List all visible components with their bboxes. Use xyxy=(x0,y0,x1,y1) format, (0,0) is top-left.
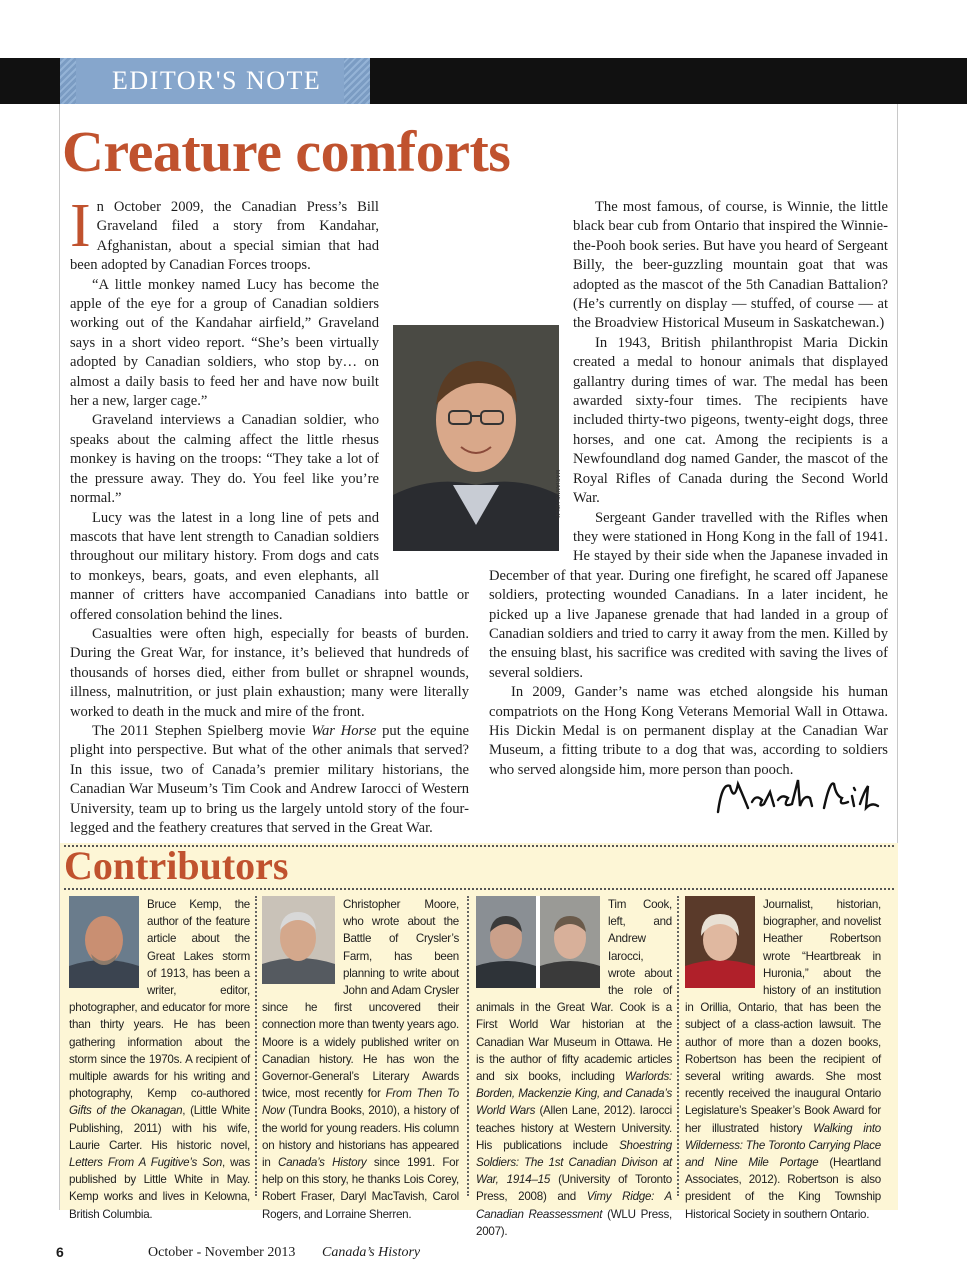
contributor-moore: Christopher Moore, who wrote about the Battle of Crysler’s Farm, has been planning to write about John and Adam Crysler since he first uncovered their connection more than twenty years ago. Moore is a widely published writer on Canadian history. He has won the Governor-General’s Literary Awards twice, most recently for From Then To Now (Tundra Books, 2010), a history of the world for young readers. His column on history and historians has appeared in Canada’s History since 1991. For help on this story, he thanks Lois Corey, Robert Fraser, Daryl MacTavish, Carol Rogers, and Lorraine Sherren. xyxy=(262,898,459,1221)
article-paragraph: In 1943, British philanthropist Maria Dickin created a medal to honour animals that displayed gallantry during times of war. The medal has been awarded sixty-four times. The recipients have included thirty-two pigeons, twenty-eight dogs, three horses, and one cat. Among the recipients is a Newfoundland dog named Gander, the mascot of the Royal Rifles of Canada during the Second World War. xyxy=(573,334,888,507)
kemp-photo xyxy=(69,896,139,988)
moore-photo xyxy=(262,896,335,984)
divider xyxy=(467,896,469,1196)
article-paragraph: Graveland interviews a Canadian soldier, who speaks about the calming affect the little rhesus monkey is having on the troops: “They take a lot of the pressure away. They do. You feel like you’re normal.” xyxy=(70,412,379,507)
article-paragraph: The 2011 Stephen Spielberg movie War Horse put the equine plight into perspective. But what of the other animals that served? In this issue, two of Canada’s premier military historians, the Canadian War Museum’s Tim Cook and Andrew Iarocci of Western University, team up to bring us the largely untold story of the four-legged and the feathery creatures that served in the Great War. xyxy=(70,722,469,836)
editor-photo xyxy=(393,325,559,551)
section-label: EDITOR'S NOTE xyxy=(112,66,322,95)
article-paragraph: Sergeant Gander travelled with the Rifles when they were stationed in Hong Kong in the fall of 1941. He stayed by their side when the Japanese invaded in December of that year. During one firefight, he scared off Japanese soldiers, protecting wounded Canadians. In a later incident, he picked up a live Japanese grenade that had landed in a group of Canadian soldiers and tried to carry it away from the men. Killed by the ensuing blast, his sacrifice was credited with saving the lives of several soldiers. xyxy=(489,509,888,681)
editor-portrait xyxy=(393,325,561,551)
contributor-cook-iarocci: Tim Cook, left, and Andrew Iarocci, wrote about the role of animals in the Great War. Cook is a First World War historian at the Canadian War Museum in Ottawa. He is the author of fifty academic articles and six books, including Warlords: Borden, Mackenzie King, and Canada’s World Wars (Allen Lane, 2012). Iarocci teaches history at Western University. His publications include Shoestring Soldiers: The 1st Canadian Divison at War, 1914–15 (University of Toronto Press, 2008) and Vimy Ridge: A Canadian Reassessment (WLU Press, 2007). xyxy=(476,898,673,1238)
contributor-kemp: Bruce Kemp, the author of the feature article about the Great Lakes storm of 1913, has been a writer, editor, photographer, and educator for more than thirty years. He has been gathering information about the storm since the 1970s. A recipient of multiple awards for his writing and photography, Kemp co-authored Gifts of the Okanagan, (Little White Publishing, 2011) with his wife, Laurie Carter. His historic novel, Letters From A Fugitive’s Son, was published by Little White in May. Kemp works and lives in Kelowna, British Columbia. xyxy=(69,898,251,1221)
contributor-robertson: Journalist, historian, biographer, and novelist Heather Robertson wrote “Heartbreak in Huronia,” about the history of an institution in Orillia, Ontario, that has been the subject of a class-action lawsuit. The author of more than a dozen books, Robertson has been the recipient of several writing awards. She most recently received the inaugural Ontario Legislature’s Speaker’s Book Award for her illustrated history Walking into Wilderness: The Toronto Carrying Place and Nine Mile Portage (Heartland Associates, 2012). Robertson is also president of the King Township Historical Society in southern Ontario. xyxy=(685,898,881,1221)
robertson-photo xyxy=(685,896,755,988)
drop-cap: I xyxy=(70,192,91,260)
contributors-title: Contributors xyxy=(64,843,289,888)
article-title: Creature comforts xyxy=(62,119,511,184)
editor-signature xyxy=(712,772,880,822)
article-paragraph: In October 2009, the Canadian Press’s Bill Graveland filed a story from Kandahar, Afghanistan, about a special simian that had been adopted by Canadian Forces troops. xyxy=(70,192,379,274)
article-paragraph: “A little monkey named Lucy has become the apple of the eye for a group of Canadian soldiers working out of the Kandahar airfield,” Graveland says in a short video report. “She’s been virtually adopted by Canadian soldiers, who stop by… on almost a daily basis to feed her and have now built her a new, larger cage.” xyxy=(70,276,379,410)
divider xyxy=(677,896,679,1196)
article-paragraph: In 2009, Gander’s name was etched alongside his human compatriots on the Hong Kong Veterans Memorial Wall in Ottawa. His Dickin Medal is on permanent display at the Canadian War Museum, a fitting tribute to a dog that was, according to soldiers who served alongside him, more person than pooch. xyxy=(489,684,888,778)
issue-date: October - November 2013 xyxy=(148,1245,296,1260)
page-number: 6 xyxy=(56,1244,64,1260)
article-paragraph: Lucy was the latest in a long line of pets and mascots that have lent strength to Canadian soldiers throughout our military history. From dogs and cats to monkeys, bears, goats, and even elephants, all manner of critters have accompanied Canadians into battle or offered consolation behind the lines. xyxy=(70,509,469,623)
divider xyxy=(255,896,257,1196)
article-paragraph: Casualties were often high, especially for beasts of burden. During the Great War, for instance, it’s believed that hundreds of thousands of horses died, either from bullet or shrapnel wounds, illness, malnutrition, or just plain exhaustion; many were literally worked to death in the muck and mire of the front. xyxy=(70,625,469,720)
article-paragraph: The most famous, of course, is Winnie, the little black bear cub from Ontario that inspired the Winnie-the-Pooh book series. But have you heard of Sergeant Billy, the beer-guzzling mountain goat that was adopted as the mascot of the 5th Canadian Battalion? (He’s currently on display — stuffed, of course — at the Broadview Historical Museum in Saskatchewan.) xyxy=(573,199,888,332)
cook-iarocci-photo xyxy=(476,896,600,988)
magazine-name: Canada’s History xyxy=(322,1245,421,1260)
photo-credit: MARIANNE HELM xyxy=(554,470,560,519)
